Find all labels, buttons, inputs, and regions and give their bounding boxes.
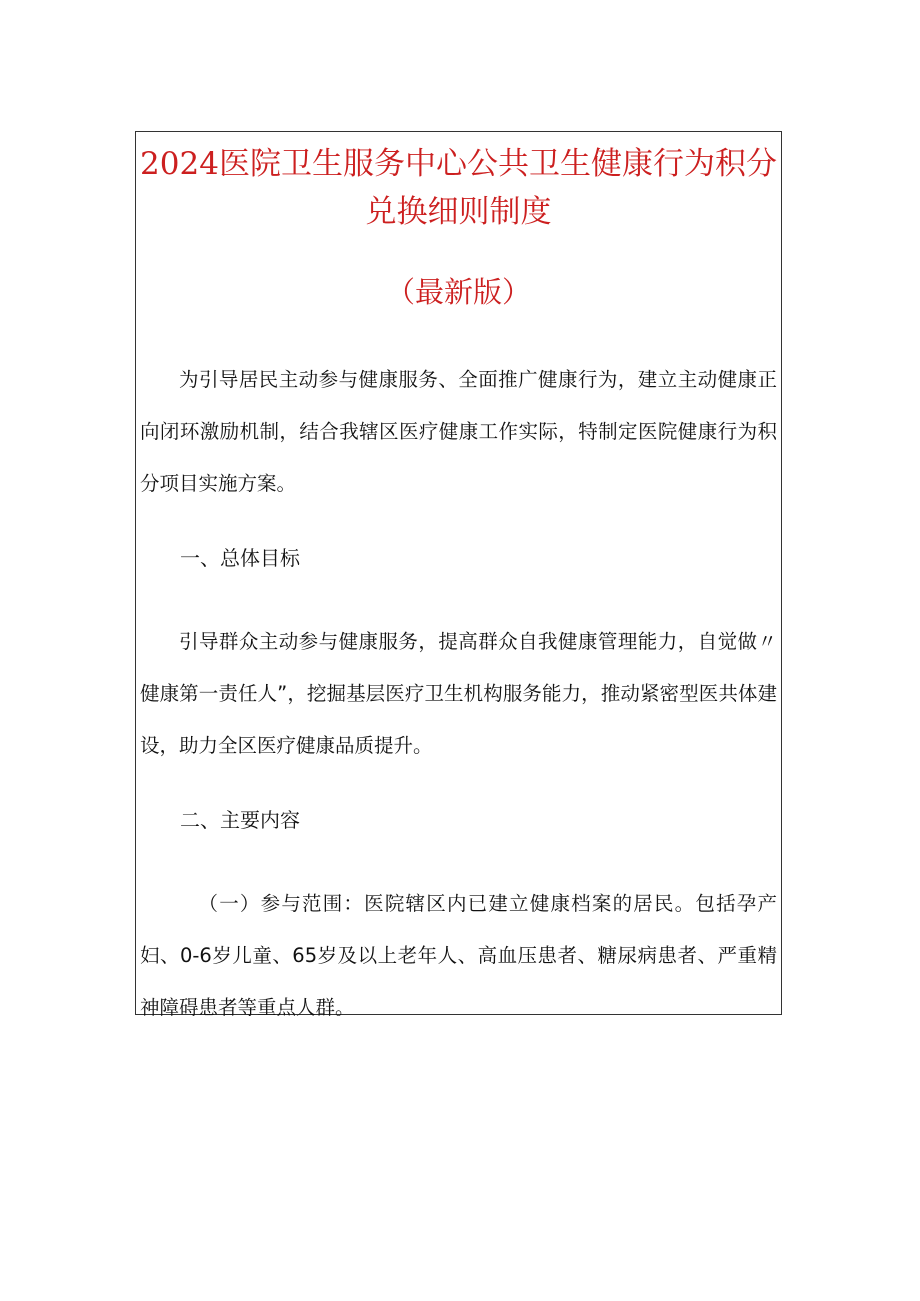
document-frame: [135, 131, 782, 1019]
intro-paragraph: 为引导居民主动参与健康服务、全面推广健康行为，建立主动健康正向闭环激励机制，结合我辖区医疗健康工作实际，特制定医院健康行为积分项目实施方案。: [140, 368, 777, 495]
document-title: 2024医院卫生服务中心公共卫生健康行为积分兑换细则制度: [140, 146, 777, 230]
section-body-goal: 引导群众主动参与健康服务，提高群众自我健康管理能力，自觉做〃健康第一责任人”，挖掘基层医疗卫生机构服务能力，推动紧密型医共体建设，助力全区医疗健康品质提升。: [140, 630, 777, 757]
section-heading-content: 二、主要内容: [180, 808, 300, 832]
edition-label: （最新版）: [385, 275, 531, 309]
section-heading-goal: 一、总体目标: [180, 546, 300, 570]
section-body-scope: （一）参与范围：医院辖区内已建立健康档案的居民。包括孕产妇、0-6岁儿童、65岁及以上老年人、高血压患者、糖尿病患者、严重精神障碍患者等重点人群。: [140, 892, 777, 1019]
